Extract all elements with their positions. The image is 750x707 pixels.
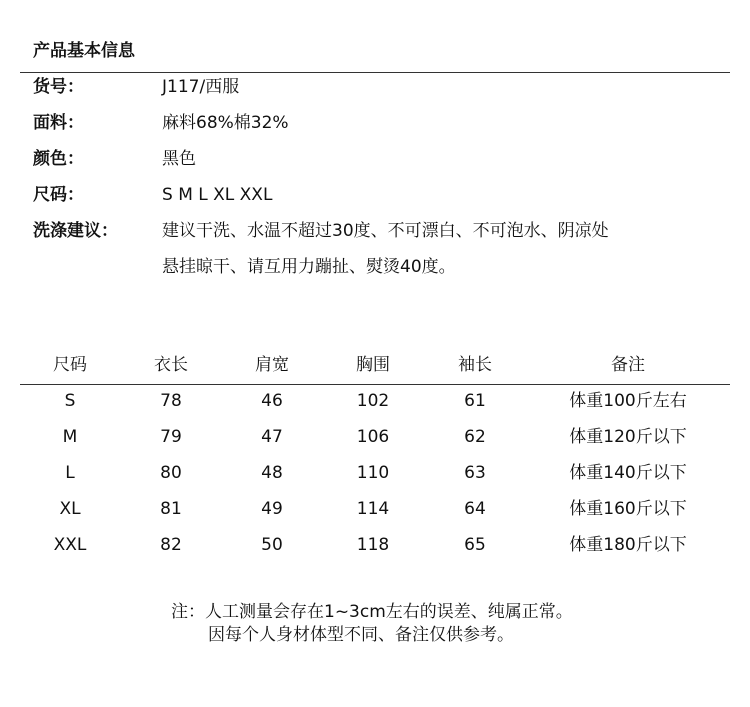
table-cell-size: M [62, 427, 78, 447]
table-cell-remark: 体重160斤以下 [569, 499, 687, 519]
info-row-wash-continued [0, 255, 750, 279]
info-row-item-number [0, 75, 750, 99]
table-cell-sleeve: 62 [464, 427, 486, 447]
table-cell-sleeve: 63 [464, 463, 486, 483]
info-row-fabric [0, 111, 750, 135]
section-title: 产品基本信息 [33, 41, 135, 61]
table-cell-length: 78 [160, 391, 182, 411]
info-row-color [0, 147, 750, 171]
table-cell-remark: 体重180斤以下 [569, 535, 687, 555]
sizes-label: 尺码： [33, 185, 84, 205]
info-row-sizes [0, 183, 750, 207]
table-cell-sleeve: 64 [464, 499, 486, 519]
header-sleeve: 袖长 [458, 355, 492, 375]
table-cell-chest: 118 [356, 535, 390, 555]
color-label: 颜色： [33, 149, 84, 169]
table-divider [20, 384, 730, 385]
table-cell-chest: 114 [356, 499, 390, 519]
fabric-value: 麻料68%棉32% [162, 113, 289, 133]
section-divider [20, 72, 730, 73]
item-number-value: J117/西服 [162, 77, 240, 97]
table-cell-length: 82 [160, 535, 182, 555]
table-cell-length: 81 [160, 499, 182, 519]
table-cell-shoulder: 48 [261, 463, 283, 483]
header-length: 衣长 [154, 355, 188, 375]
table-cell-size: XXL [53, 535, 87, 555]
note-line-1: 注：人工测量会存在1~3cm左右的误差、纯属正常。 [171, 602, 573, 622]
fabric-label: 面料： [33, 113, 84, 133]
table-cell-chest: 102 [356, 391, 390, 411]
wash-value: 建议干洗、水温不超过30度、不可漂白、不可泡水、阴凉处 [162, 221, 609, 241]
color-value: 黑色 [162, 149, 196, 169]
table-cell-remark: 体重140斤以下 [569, 463, 687, 483]
table-cell-chest: 106 [356, 427, 390, 447]
table-cell-size: XL [59, 499, 81, 519]
info-row-wash [0, 219, 750, 243]
item-number-label: 货号： [33, 77, 84, 97]
sizes-value: S M L XL XXL [162, 185, 273, 205]
header-chest: 胸围 [356, 355, 390, 375]
table-cell-chest: 110 [356, 463, 390, 483]
table-cell-shoulder: 47 [261, 427, 283, 447]
header-remark: 备注 [611, 355, 645, 375]
table-cell-sleeve: 65 [464, 535, 486, 555]
table-cell-remark: 体重100斤左右 [569, 391, 687, 411]
table-cell-shoulder: 50 [261, 535, 283, 555]
table-cell-size: S [64, 391, 76, 411]
table-cell-shoulder: 49 [261, 499, 283, 519]
note-line-2: 因每个人身材体型不同、备注仅供参考。 [208, 625, 514, 645]
wash-value-continued: 悬挂晾干、请互用力蹦扯、熨烫40度。 [162, 257, 456, 277]
table-cell-length: 80 [160, 463, 182, 483]
table-cell-sleeve: 61 [464, 391, 486, 411]
table-cell-size: L [65, 463, 75, 483]
table-cell-length: 79 [160, 427, 182, 447]
header-shoulder: 肩宽 [255, 355, 289, 375]
header-size: 尺码 [53, 355, 87, 375]
table-cell-shoulder: 46 [261, 391, 283, 411]
wash-label: 洗涤建议： [33, 221, 118, 241]
table-cell-remark: 体重120斤以下 [569, 427, 687, 447]
